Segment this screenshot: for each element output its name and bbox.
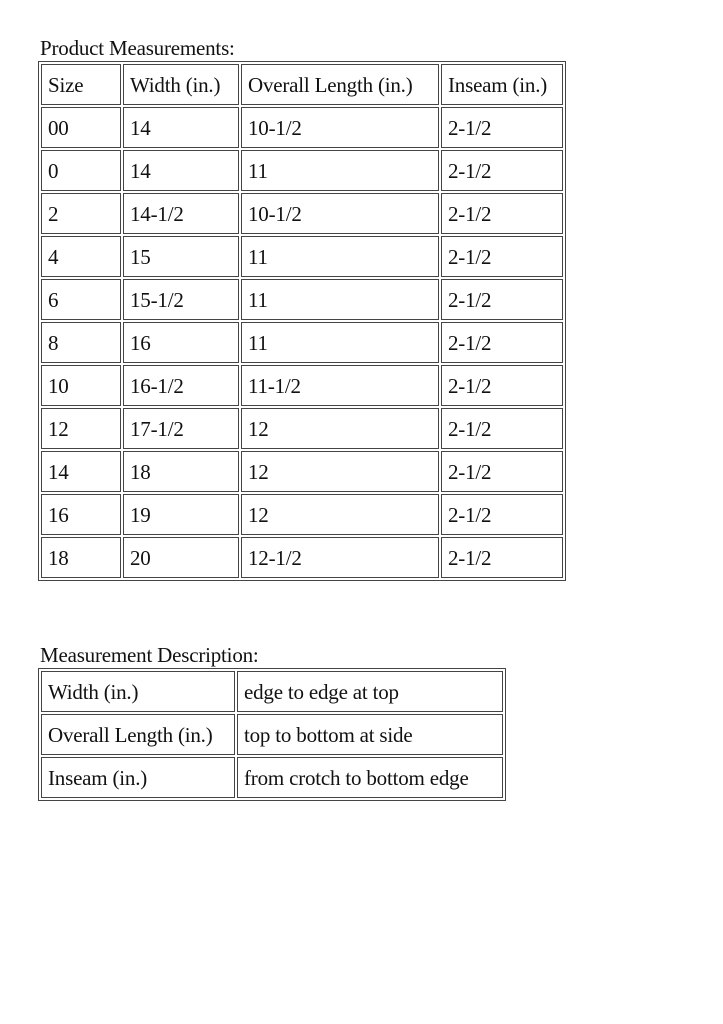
product-measurements-caption: Product Measurements: (40, 36, 235, 60)
cell-measurement-name: Width (in.) (41, 671, 235, 712)
cell-width: 14 (123, 107, 239, 148)
measurement-description-caption: Measurement Description: (40, 643, 259, 667)
table-header-row (41, 64, 563, 105)
cell-inseam: 2-1/2 (441, 322, 563, 363)
cell-measurement-description: top to bottom at side (237, 714, 503, 755)
cell-overall-length: 12 (241, 451, 439, 492)
cell-inseam: 2-1/2 (441, 236, 563, 277)
table-row (41, 322, 563, 363)
table-row (41, 107, 563, 148)
cell-overall-length: 11 (241, 236, 439, 277)
table-row (41, 494, 563, 535)
cell-measurement-description: from crotch to bottom edge (237, 757, 503, 798)
cell-size: 14 (41, 451, 121, 492)
cell-width: 18 (123, 451, 239, 492)
cell-width: 14-1/2 (123, 193, 239, 234)
cell-inseam: 2-1/2 (441, 451, 563, 492)
cell-overall-length: 11 (241, 150, 439, 191)
cell-size: 10 (41, 365, 121, 406)
cell-inseam: 2-1/2 (441, 494, 563, 535)
header-overall-length: Overall Length (in.) (241, 64, 439, 105)
cell-overall-length: 10-1/2 (241, 107, 439, 148)
cell-inseam: 2-1/2 (441, 408, 563, 449)
cell-size: 2 (41, 193, 121, 234)
cell-width: 20 (123, 537, 239, 578)
cell-measurement-name: Overall Length (in.) (41, 714, 235, 755)
cell-size: 4 (41, 236, 121, 277)
table-row (41, 193, 563, 234)
cell-width: 16-1/2 (123, 365, 239, 406)
cell-width: 16 (123, 322, 239, 363)
cell-overall-length: 11 (241, 279, 439, 320)
measurement-description-table (38, 668, 506, 801)
table-row (41, 408, 563, 449)
table-row (41, 757, 503, 798)
cell-inseam: 2-1/2 (441, 279, 563, 320)
cell-inseam: 2-1/2 (441, 107, 563, 148)
cell-overall-length: 11 (241, 322, 439, 363)
cell-width: 19 (123, 494, 239, 535)
cell-inseam: 2-1/2 (441, 537, 563, 578)
cell-size: 18 (41, 537, 121, 578)
cell-size: 16 (41, 494, 121, 535)
cell-overall-length: 10-1/2 (241, 193, 439, 234)
cell-size: 0 (41, 150, 121, 191)
table-row (41, 714, 503, 755)
cell-overall-length: 12-1/2 (241, 537, 439, 578)
cell-width: 15 (123, 236, 239, 277)
cell-width: 15-1/2 (123, 279, 239, 320)
cell-size: 00 (41, 107, 121, 148)
table-row (41, 236, 563, 277)
table-row (41, 671, 503, 712)
cell-measurement-name: Inseam (in.) (41, 757, 235, 798)
header-width: Width (in.) (123, 64, 239, 105)
table-row (41, 451, 563, 492)
cell-width: 17-1/2 (123, 408, 239, 449)
cell-size: 6 (41, 279, 121, 320)
cell-size: 8 (41, 322, 121, 363)
cell-size: 12 (41, 408, 121, 449)
header-inseam: Inseam (in.) (441, 64, 563, 105)
cell-overall-length: 12 (241, 408, 439, 449)
cell-measurement-description: edge to edge at top (237, 671, 503, 712)
cell-inseam: 2-1/2 (441, 365, 563, 406)
table-row (41, 365, 563, 406)
cell-width: 14 (123, 150, 239, 191)
table-row (41, 537, 563, 578)
cell-overall-length: 11-1/2 (241, 365, 439, 406)
table-row (41, 279, 563, 320)
cell-inseam: 2-1/2 (441, 193, 563, 234)
cell-inseam: 2-1/2 (441, 150, 563, 191)
header-size: Size (41, 64, 121, 105)
product-measurements-table (38, 61, 566, 581)
table-row (41, 150, 563, 191)
cell-overall-length: 12 (241, 494, 439, 535)
